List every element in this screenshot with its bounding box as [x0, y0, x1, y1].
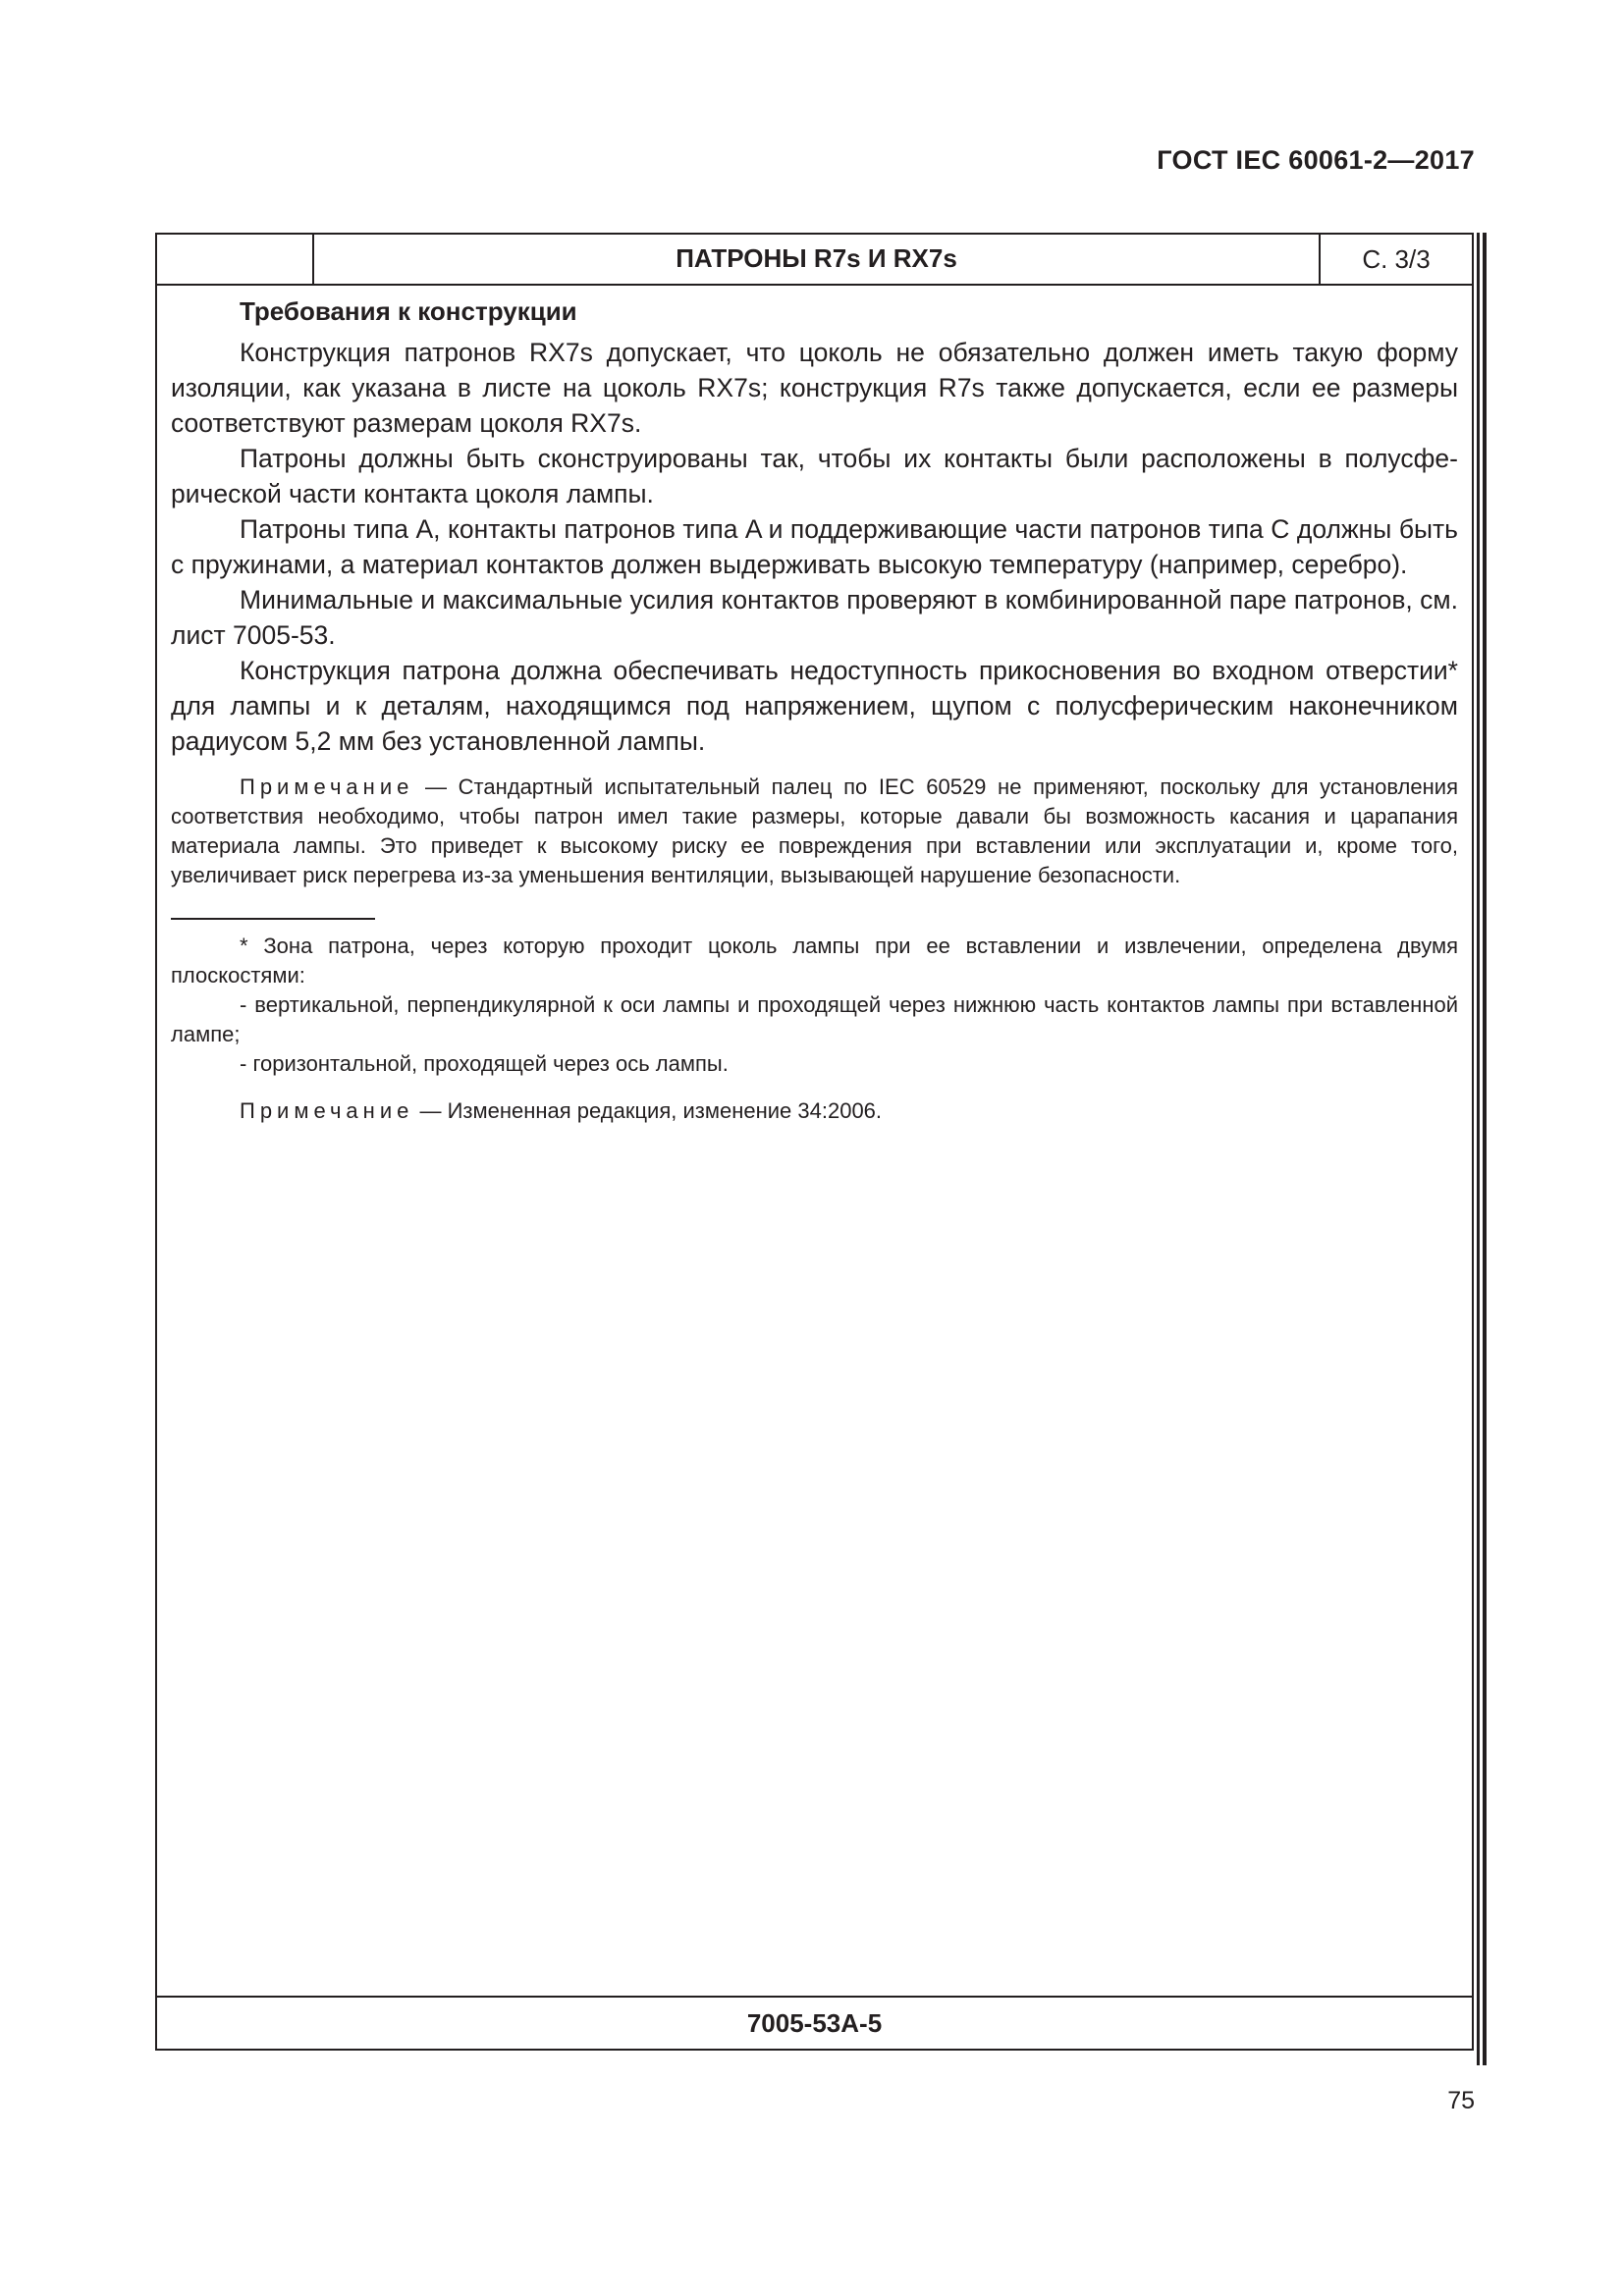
paragraph: Патроны должны быть сконструированы так, чтобы их контакты были расположены в полусферической части контакта цоколя лампы. [171, 444, 1458, 508]
sheet-edge-line [1483, 233, 1487, 2065]
sheet-content [171, 294, 1458, 1126]
note-text: — Стандартный испытательный палец по IEC 60529 не применяют, поскольку для установления соответствия необходимо, чтобы патрон имел такие размеры, которые давали бы возможность касания и царапания материала лампы. Это приведет к высокому риску ее повреждения при вставлении или эксплуатации и, кроме того, увеличивает риск перегрева из-за уменьшения вентиляции, вызывающей нарушение безопасности. [171, 774, 1458, 887]
footnote-item: - горизонтальной, проходящей через ось лампы. [240, 1051, 729, 1076]
sheet-header [157, 235, 1472, 286]
header-empty-cell [157, 235, 314, 284]
footnote-note [171, 1096, 1458, 1126]
footnote-divider [171, 918, 375, 920]
paragraph: Минимальные и максимальные усилия контактов проверяют в комбинированной паре патронов, см. лист 7005-53. [171, 585, 1458, 650]
sheet-edge-line [1477, 233, 1480, 2065]
footnote: * Зона патрона, через которую проходит цоколь лампы при ее вставлении и извлечении, определена двумя плоскостями: [171, 934, 1458, 988]
footnote-note-label: Примечание [240, 1098, 414, 1123]
footnote-item: - вертикальной, перпендикулярной к оси лампы и проходящей через нижнюю часть контактов лампы при вставленной лампе; [171, 992, 1458, 1046]
note-label: Примечание [240, 774, 414, 799]
standard-code: ГОСТ IEC 60061-2—2017 [1157, 145, 1475, 175]
sheet-frame [155, 233, 1474, 2051]
sheet-title: ПАТРОНЫ R7s И RX7s [314, 235, 1321, 284]
section-title: Требования к конструкции [240, 296, 577, 326]
paragraph: Конструкция патронов RX7s допускает, что цоколь не обязательно должен иметь такую форму изоляции, как указана в листе на цоколь RX7s; конструкция R7s также допускается, если ее размеры соответствуют размерам цоколя RX7s. [171, 338, 1458, 438]
note [171, 773, 1458, 890]
footnote-note-text: — Измененная редакция, изменение 34:2006. [413, 1098, 883, 1123]
page-number: 75 [1447, 2087, 1475, 2114]
paragraph: Конструкция патрона должна обеспечивать недоступность прикосновения во входном отверстии* для лампы и к деталям, находящимся под напряжением, щупом с полусферическим наконечником радиусом 5,2 мм без установленной лампы. [171, 656, 1458, 756]
sheet-page-ref: С. 3/3 [1362, 243, 1431, 274]
sheet-id: 7005-53A-5 [157, 1996, 1472, 2049]
paragraph: Патроны типа A, контакты патронов типа A и поддерживающие части патронов типа C должны быть с пружинами, а материал контактов должен выдерживать высокую температуру (например, серебро). [171, 514, 1458, 579]
